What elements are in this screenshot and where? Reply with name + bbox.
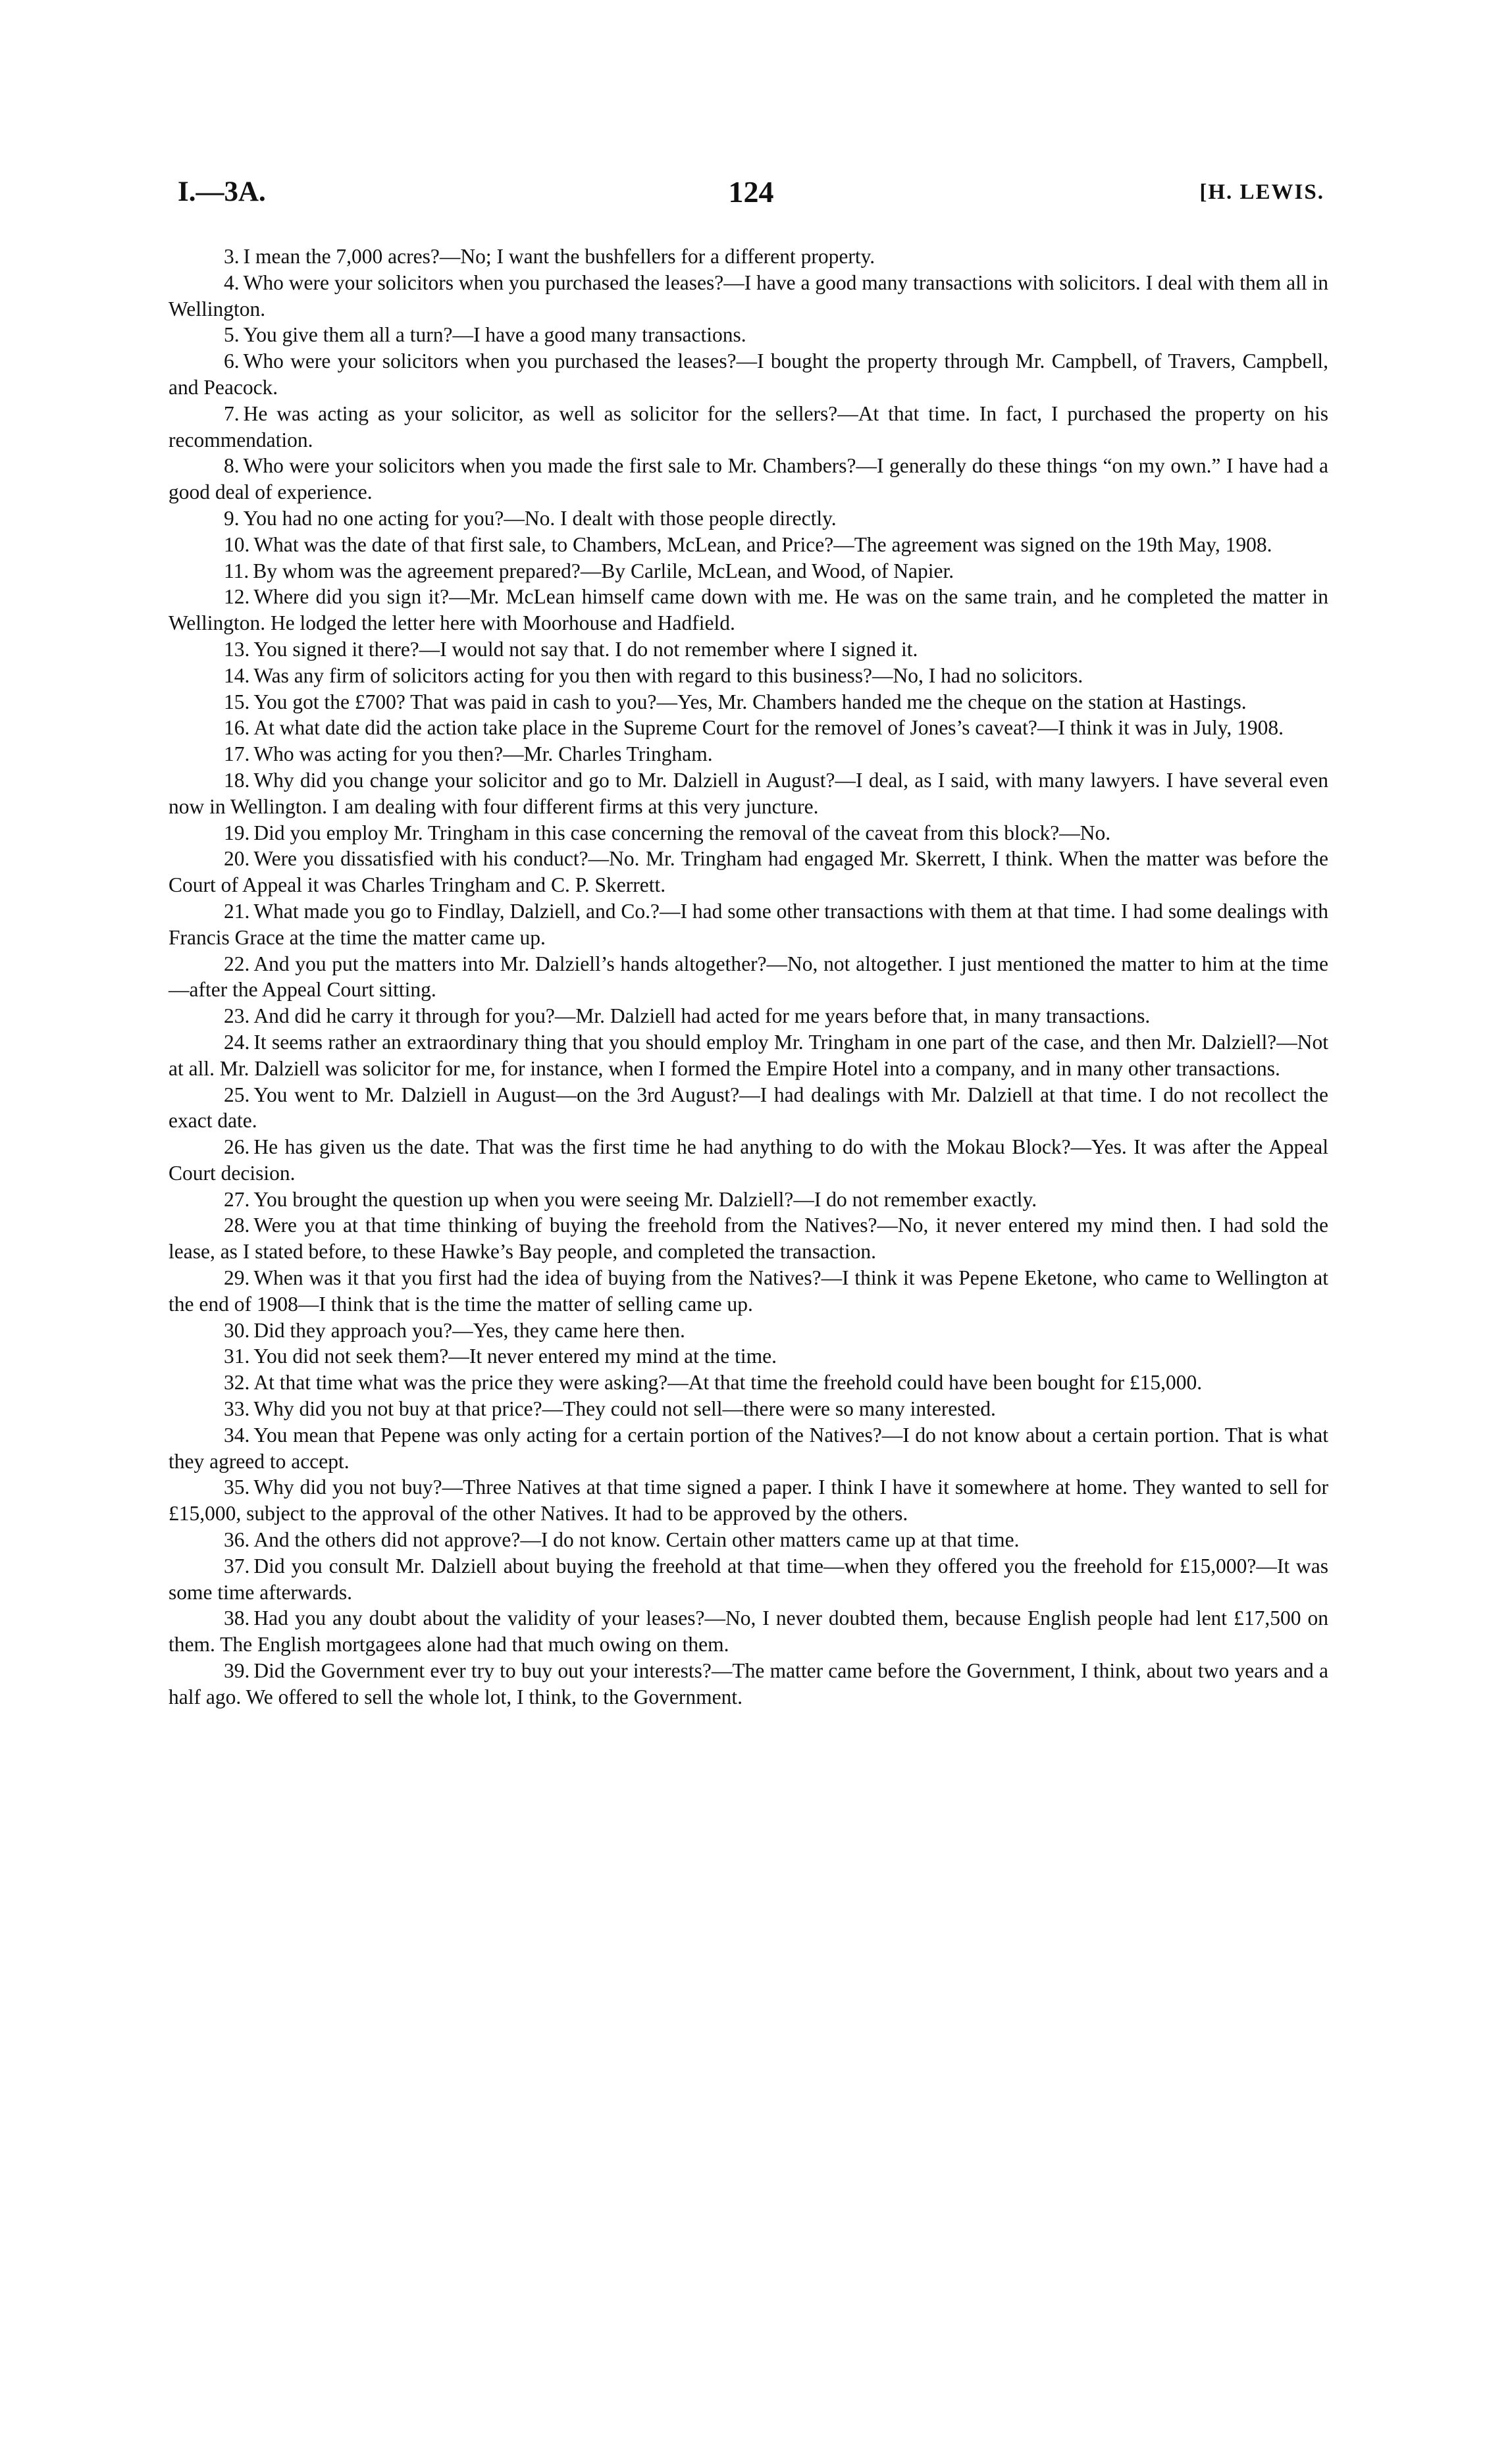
- qa-entry: [169, 846, 1328, 898]
- qa-entry: [169, 741, 1328, 767]
- question-number: 33.: [224, 1397, 250, 1421]
- qa-entry: [169, 1265, 1328, 1318]
- qa-text: Did you consult Mr. Dalziell about buying the freehold at that time—when they offered you the freehold for £15,000?—It was some time afterwards.: [169, 1554, 1328, 1604]
- qa-entry: [169, 348, 1328, 401]
- qa-text: You did not seek them?—It never entered my mind at the time.: [253, 1345, 777, 1368]
- qa-entry: [169, 1318, 1328, 1344]
- question-number: 14.: [224, 663, 250, 687]
- qa-text: He has given us the date. That was the first time he had anything to do with the Mokau Block?—Yes. It was after the Appeal Court decision.: [169, 1135, 1328, 1185]
- qa-entry: [169, 401, 1328, 453]
- qa-entry: [169, 244, 1328, 270]
- question-number: 28.: [224, 1214, 250, 1237]
- qa-entry: [169, 1605, 1328, 1658]
- question-number: 26.: [224, 1135, 250, 1159]
- qa-entry: [169, 453, 1328, 505]
- qa-entry: [169, 584, 1328, 636]
- qa-entry: [169, 1082, 1328, 1135]
- question-number: 23.: [224, 1004, 250, 1028]
- witness-name: [H. LEWIS.: [1199, 180, 1324, 204]
- question-number: 30.: [224, 1318, 250, 1342]
- qa-entry: [169, 558, 1328, 584]
- question-number: 3.: [224, 245, 240, 268]
- question-number: 4.: [224, 270, 240, 294]
- question-number: 34.: [224, 1423, 250, 1447]
- question-number: 13.: [224, 637, 250, 661]
- question-number: 24.: [224, 1030, 250, 1054]
- question-number: 37.: [224, 1554, 250, 1578]
- question-number: 5.: [224, 323, 240, 347]
- question-number: 7.: [224, 401, 240, 425]
- qa-entry: [169, 820, 1328, 846]
- qa-text: It seems rather an extraordinary thing that you should employ Mr. Tringham in one part of the case, and then Mr. Dalziell?—Not at all. Mr. Dalziell was solicitor for me, for instance, when I formed the Empire Hotel into a company, and in many other transactions.: [169, 1030, 1328, 1080]
- qa-text: You got the £700? That was paid in cash to you?—Yes, Mr. Chambers handed me the cheque on the station at Hastings.: [253, 690, 1247, 713]
- qa-text: Who were your solicitors when you purchased the leases?—I bought the property through Mr. Campbell, of Travers, Campbell, and Peacock.: [169, 349, 1328, 399]
- question-answer-list: [169, 244, 1328, 1710]
- qa-entry: [169, 636, 1328, 663]
- qa-entry: [169, 270, 1328, 322]
- question-number: 15.: [224, 690, 250, 713]
- qa-entry: [169, 898, 1328, 951]
- question-number: 8.: [224, 454, 240, 478]
- question-number: 27.: [224, 1187, 250, 1211]
- question-number: 38.: [224, 1606, 250, 1630]
- qa-text: Had you any doubt about the validity of your leases?—No, I never doubted them, because English people had lent £17,500 on them. The English mortgagees alone had that much owing on them.: [169, 1606, 1328, 1656]
- qa-entry: [169, 663, 1328, 689]
- question-number: 29.: [224, 1266, 250, 1290]
- qa-entry: [169, 1527, 1328, 1553]
- qa-text: Were you at that time thinking of buying the freehold from the Natives?—No, it never entered my mind then. I had sold the lease, as I stated before, to these Hawke’s Bay people, and completed the transaction.: [169, 1214, 1328, 1264]
- qa-text: Did they approach you?—Yes, they came here then.: [253, 1318, 685, 1342]
- qa-entry: [169, 1003, 1328, 1029]
- qa-text: You give them all a turn?—I have a good many transactions.: [243, 323, 746, 347]
- question-number: 16.: [224, 716, 250, 740]
- qa-text: Where did you sign it?—Mr. McLean himself came down with me. He was on the same train, and he completed the matter in Wellington. He lodged the letter here with Moorhouse and Hadfield.: [169, 585, 1328, 635]
- qa-text: Did the Government ever try to buy out your interests?—The matter came before the Government, I think, about two years and a half ago. We offered to sell the whole lot, I think, to the Government.: [169, 1659, 1328, 1708]
- paper-reference: I.—3A.: [178, 176, 266, 207]
- qa-text: You mean that Pepene was only acting for a certain portion of the Natives?—I do not know about a certain portion. That is what they agreed to accept.: [169, 1423, 1328, 1473]
- qa-entry: [169, 1212, 1328, 1265]
- qa-entry: [169, 1396, 1328, 1422]
- question-number: 11.: [224, 559, 249, 582]
- qa-text: Who were your solicitors when you made the first sale to Mr. Chambers?—I generally do these things “on my own.” I have had a good deal of experience.: [169, 454, 1328, 504]
- qa-text: Who was acting for you then?—Mr. Charles Tringham.: [253, 742, 713, 766]
- page-header: [178, 172, 1324, 212]
- question-number: 12.: [224, 585, 250, 609]
- question-number: 36.: [224, 1528, 250, 1552]
- qa-text: And the others did not approve?—I do not know. Certain other matters came up at that time.: [253, 1528, 1020, 1552]
- qa-entry: [169, 1422, 1328, 1475]
- qa-entry: [169, 689, 1328, 715]
- qa-text: And you put the matters into Mr. Dalziell’s hands altogether?—No, not altogether. I just mentioned the matter to him at the time—after the Appeal Court sitting.: [169, 952, 1328, 1002]
- question-number: 6.: [224, 349, 240, 373]
- qa-text: You signed it there?—I would not say that. I do not remember where I signed it.: [253, 637, 918, 661]
- question-number: 21.: [224, 899, 250, 923]
- qa-text: Were you dissatisfied with his conduct?—No. Mr. Tringham had engaged Mr. Skerrett, I think. When the matter was before the Court of Appeal it was Charles Tringham and C. P. Skerrett.: [169, 847, 1328, 897]
- qa-text: Was any firm of solicitors acting for you then with regard to this business?—No, I had no solicitors.: [253, 663, 1083, 687]
- qa-text: He was acting as your solicitor, as well as solicitor for the sellers?—At that time. In fact, I purchased the property on his recommendation.: [169, 401, 1328, 451]
- page-number: 124: [728, 175, 774, 209]
- question-number: 22.: [224, 952, 250, 975]
- qa-text: I mean the 7,000 acres?—No; I want the bushfellers for a different property.: [243, 245, 875, 268]
- qa-text: At that time what was the price they were asking?—At that time the freehold could have been bought for £15,000.: [253, 1371, 1203, 1395]
- qa-text: Who were your solicitors when you purchased the leases?—I have a good many transactions with solicitors. I deal with them all in Wellington.: [169, 270, 1328, 321]
- question-number: 39.: [224, 1659, 250, 1683]
- qa-entry: [169, 322, 1328, 348]
- qa-text: Why did you change your solicitor and go to Mr. Dalziell in August?—I deal, as I said, with many lawyers. I have several even now in Wellington. I am dealing with four different firms at this very juncture.: [169, 768, 1328, 818]
- qa-text: When was it that you first had the idea of buying from the Natives?—I think it was Pepene Eketone, who came to Wellington at the end of 1908—I think that is the time the matter of selling came up.: [169, 1266, 1328, 1316]
- qa-entry: [169, 532, 1328, 558]
- qa-text: You had no one acting for you?—No. I dealt with those people directly.: [243, 506, 837, 530]
- qa-entry: [169, 1187, 1328, 1213]
- qa-text: What was the date of that first sale, to Chambers, McLean, and Price?—The agreement was signed on the 19th May, 1908.: [253, 532, 1272, 556]
- qa-text: You went to Mr. Dalziell in August—on the 3rd August?—I had dealings with Mr. Dalziell at that time. I do not recollect the exact date.: [169, 1083, 1328, 1133]
- question-number: 35.: [224, 1476, 250, 1499]
- qa-entry: [169, 951, 1328, 1004]
- qa-entry: [169, 505, 1328, 532]
- qa-text: At what date did the action take place in the Supreme Court for the removel of Jones’s caveat?—I think it was in July, 1908.: [253, 716, 1284, 740]
- qa-entry: [169, 1343, 1328, 1370]
- question-number: 25.: [224, 1083, 250, 1106]
- qa-text: What made you go to Findlay, Dalziell, and Co.?—I had some other transactions with them at that time. I had some dealings with Francis Grace at the time the matter came up.: [169, 899, 1328, 949]
- question-number: 19.: [224, 821, 250, 844]
- qa-text: You brought the question up when you were seeing Mr. Dalziell?—I do not remember exactly.: [253, 1187, 1037, 1211]
- qa-text: And did he carry it through for you?—Mr. Dalziell had acted for me years before that, in many transactions.: [253, 1004, 1151, 1028]
- question-number: 10.: [224, 532, 250, 556]
- question-number: 17.: [224, 742, 250, 766]
- qa-text: Did you employ Mr. Tringham in this case concerning the removal of the caveat from this block?—No.: [253, 821, 1111, 844]
- qa-text: Why did you not buy at that price?—They could not sell—there were so many interested.: [253, 1397, 996, 1421]
- qa-entry: [169, 1658, 1328, 1710]
- qa-text: Why did you not buy?—Three Natives at that time signed a paper. I think I have it somewhere at home. They wanted to sell for £15,000, subject to the approval of the other Natives. It had to be approved by the others.: [169, 1476, 1328, 1526]
- qa-entry: [169, 1553, 1328, 1606]
- qa-entry: [169, 1029, 1328, 1082]
- question-number: 32.: [224, 1371, 250, 1395]
- qa-text: By whom was the agreement prepared?—By Carlile, McLean, and Wood, of Napier.: [253, 559, 954, 582]
- qa-entry: [169, 715, 1328, 741]
- question-number: 9.: [224, 506, 240, 530]
- question-number: 18.: [224, 768, 250, 792]
- qa-entry: [169, 767, 1328, 820]
- qa-entry: [169, 1474, 1328, 1527]
- qa-entry: [169, 1134, 1328, 1187]
- question-number: 31.: [224, 1345, 250, 1368]
- qa-entry: [169, 1370, 1328, 1396]
- question-number: 20.: [224, 847, 250, 871]
